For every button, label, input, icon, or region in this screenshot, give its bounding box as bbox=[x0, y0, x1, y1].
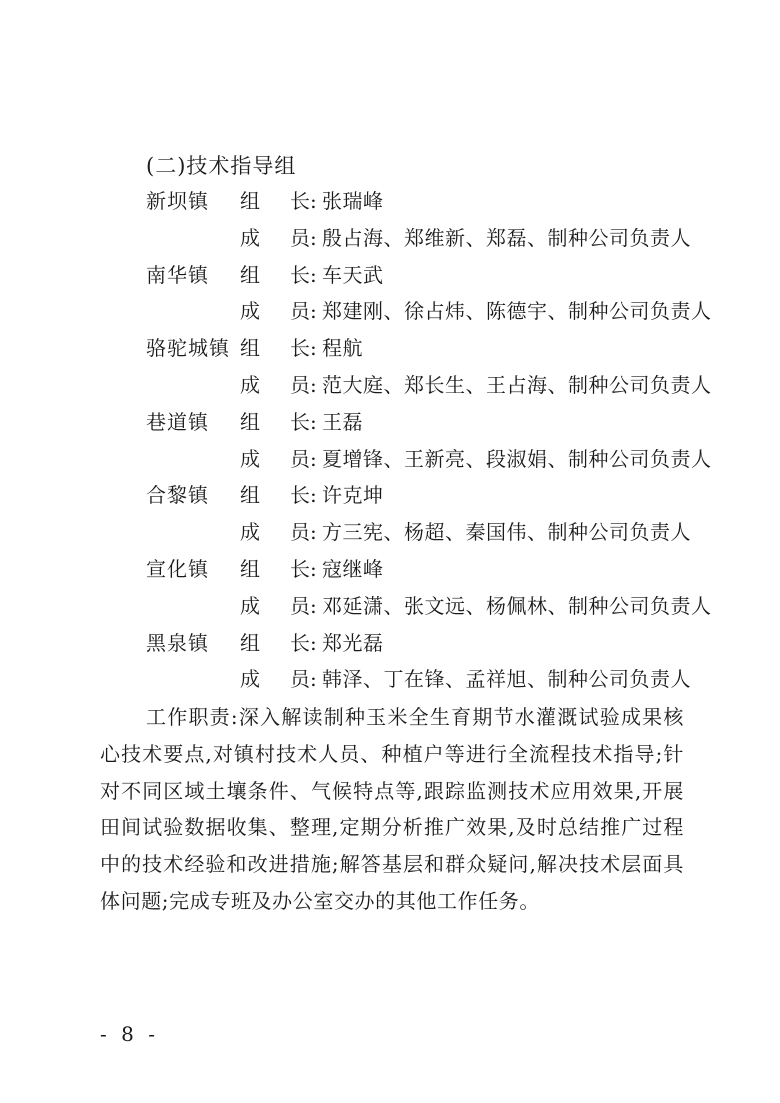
member-row bbox=[0, 661, 780, 698]
member-row bbox=[0, 514, 780, 551]
member-names: 郑建刚、徐占炜、陈德宇、制种公司负责人 bbox=[322, 299, 712, 324]
leader-name: 程航 bbox=[322, 336, 363, 361]
leader-name: 寇继峰 bbox=[322, 556, 384, 581]
group-roster bbox=[0, 183, 780, 698]
member-row bbox=[0, 367, 780, 404]
leader-row bbox=[0, 404, 780, 441]
town-name: 巷道镇 bbox=[146, 409, 209, 434]
section-title: (二)技术指导组 bbox=[146, 154, 297, 178]
member-names: 夏增锋、王新亮、段淑娟、制种公司负责人 bbox=[322, 446, 712, 471]
member-role: 成 员: bbox=[240, 225, 317, 250]
member-row bbox=[0, 441, 780, 478]
leader-name: 王磊 bbox=[322, 409, 363, 434]
member-names: 邓延潇、张文远、杨佩林、制种公司负责人 bbox=[322, 593, 712, 618]
town-name: 宣化镇 bbox=[146, 556, 209, 581]
leader-row bbox=[0, 551, 780, 588]
leader-name: 郑光磊 bbox=[322, 630, 384, 655]
town-name: 合黎镇 bbox=[146, 483, 209, 508]
member-names: 殷占海、郑维新、郑磊、制种公司负责人 bbox=[322, 225, 691, 250]
member-names: 方三宪、杨超、秦国伟、制种公司负责人 bbox=[322, 520, 691, 545]
duties-paragraph: 工作职责:深入解读制种玉米全生育期节水灌溉试验成果核心技术要点,对镇村技术人员、种植户等进行全流程技术指导;针对不同区域土壤条件、气候特点等,跟踪监测技术应用效果,开展田间试验数据收集、整理,定期分析推广效果,及时总结推广过程中的技术经验和改进措施;解答基层和群众疑问,解决技术层面具体问题;完成专班及办公室交办的其他工作任务。 bbox=[100, 705, 684, 913]
town-name: 南华镇 bbox=[146, 262, 209, 287]
town-name: 新坝镇 bbox=[146, 189, 209, 213]
leader-role: 组 长: bbox=[240, 556, 317, 581]
leader-row bbox=[0, 477, 780, 514]
member-role: 成 员: bbox=[240, 520, 317, 545]
leader-name: 许克坤 bbox=[322, 483, 384, 508]
leader-name: 车天武 bbox=[322, 262, 384, 287]
town-name: 黑泉镇 bbox=[146, 630, 209, 655]
member-role: 成 员: bbox=[240, 593, 317, 618]
leader-row bbox=[0, 625, 780, 662]
member-names: 范大庭、郑长生、王占海、制种公司负责人 bbox=[322, 372, 712, 397]
leader-row bbox=[0, 183, 780, 220]
member-row bbox=[0, 588, 780, 625]
member-role: 成 员: bbox=[240, 667, 317, 692]
leader-role: 组 长: bbox=[240, 262, 317, 287]
leader-role: 组 长: bbox=[240, 483, 317, 508]
leader-row bbox=[0, 257, 780, 294]
leader-name: 张瑞峰 bbox=[322, 189, 384, 213]
leader-role: 组 长: bbox=[240, 336, 317, 361]
member-role: 成 员: bbox=[240, 446, 317, 471]
leader-role: 组 长: bbox=[240, 189, 317, 213]
town-name: 骆驼城镇 bbox=[146, 336, 230, 361]
member-role: 成 员: bbox=[240, 299, 317, 324]
leader-role: 组 长: bbox=[240, 409, 317, 434]
leader-role: 组 长: bbox=[240, 630, 317, 655]
page-number: - 8 - bbox=[100, 1022, 159, 1046]
member-role: 成 员: bbox=[240, 372, 317, 397]
leader-row bbox=[0, 330, 780, 367]
member-names: 韩泽、丁在锋、孟祥旭、制种公司负责人 bbox=[322, 667, 691, 692]
member-row bbox=[0, 220, 780, 257]
member-row bbox=[0, 293, 780, 330]
